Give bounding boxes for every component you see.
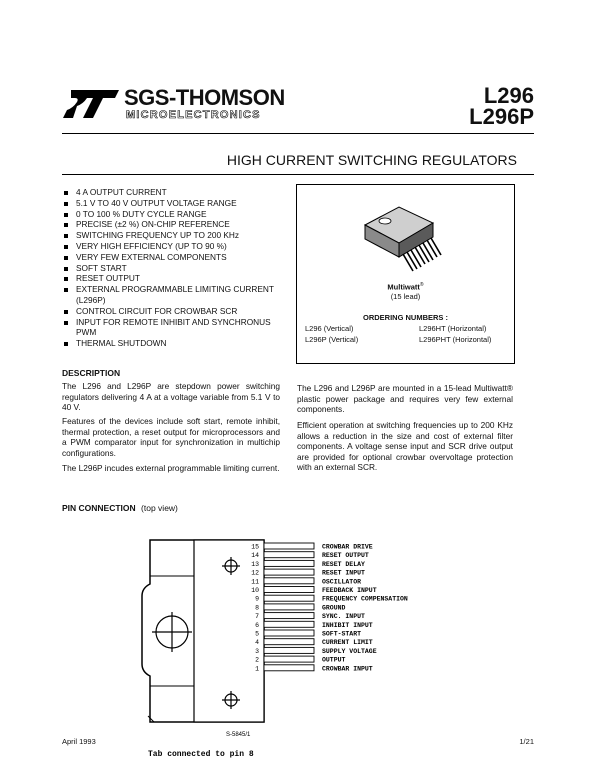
package-box [296,184,515,364]
feature-item: SWITCHING FREQUENCY UP TO 200 KHz [62,230,282,241]
package-name: Multiwatt® [387,282,424,292]
part-number-l296p: L296P [469,104,534,129]
pin-lead [264,630,314,636]
pin-leads [264,543,314,671]
pin-number: 13 [251,560,259,568]
pin-name: RESET DELAY [322,560,365,568]
ordering-title: ORDERING NUMBERS : [362,313,448,322]
description-paragraph: Efficient operation at switching frequencies up to 200 KHz allows a reduction in the size and cost of external filter components. A voltage sense input and SCR drive output are provided for optional crowbar overvoltage protection with an external SCR. [297,420,513,472]
footer-date: April 1993 [62,737,96,746]
pin-name: SOFT-START [322,630,362,638]
pin-name: RESET INPUT [322,569,365,577]
description-paragraph: Features of the devices include soft start, remote inhibit, thermal protection, a reset output for microprocessors and a PWM comparator input for synchronization in multichip configurations. [62,416,280,458]
feature-item: 4 A OUTPUT CURRENT [62,187,282,198]
feature-item: VERY FEW EXTERNAL COMPONENTS [62,252,282,263]
pin-lead [264,647,314,653]
pin-lead [264,621,314,627]
feature-list [62,187,282,349]
multiwatt-package-image [355,197,455,275]
description-heading: DESCRIPTION [62,368,121,378]
pin-name: INHIBIT INPUT [322,621,373,629]
tab-note: Tab connected to pin 8 [148,750,254,759]
pin-name: CROWBAR DRIVE [322,543,373,551]
description-paragraph: The L296P incudes external programmable limiting current. [62,463,280,473]
pin-lead [264,543,314,549]
pin-name: RESET OUTPUT [322,552,369,560]
pin-lead [264,613,314,619]
pin-lead [264,569,314,575]
pin-number: 8 [255,604,259,612]
pin-name: FREQUENCY COMPENSATION [322,595,408,603]
feature-item: THERMAL SHUTDOWN [62,338,282,349]
pin-name: CROWBAR INPUT [322,665,373,673]
pin-connection-heading: PIN CONNECTION (top view) [62,503,178,513]
pin-number: 6 [255,621,259,629]
pin-name: CURRENT LIMIT [322,639,373,647]
feature-item: 5.1 V TO 40 V OUTPUT VOLTAGE RANGE [62,198,282,209]
pin-lead [264,639,314,645]
feature-item: VERY HIGH EFFICIENCY (UP TO 90 %) [62,241,282,252]
drawing-code: S-5845/1 [226,732,251,738]
pin-number: 10 [251,587,259,594]
pin-number: 15 [251,543,259,551]
order-number: L296P (Vertical) [305,335,359,344]
pin-number: 1 [255,665,259,673]
order-number: L296 (Vertical) [305,324,354,333]
description-paragraph: The L296 and L296P are stepdown power switching regulators delivering 4 A at a voltage variable from 5.1 V to 40 V. [62,381,280,412]
package-leads: (15 lead) [390,292,421,301]
pin-number: 3 [255,647,259,655]
pin-lead [264,560,314,566]
pin-number: 14 [251,552,259,560]
brand-name: SGS-THOMSON [124,85,285,110]
pin-name: FEEDBACK INPUT [322,587,377,594]
brand-subtitle: MICROELECTRONICS [126,109,261,121]
order-number: L296HT (Horizontal) [419,324,487,333]
pin-number: 7 [255,613,259,621]
pin-lead [264,552,314,558]
pin-number: 5 [255,630,259,638]
pin-name: OSCILLATOR [322,578,362,586]
st-logo [63,88,121,120]
pin-lead [264,578,314,584]
pin-name: SYNC. INPUT [322,613,365,621]
feature-item: CONTROL CIRCUIT FOR CROWBAR SCR [62,306,282,317]
feature-item: RESET OUTPUT [62,273,282,284]
feature-item: SOFT START [62,263,282,274]
pin-name: SUPPLY VOLTAGE [322,647,377,655]
feature-item: 0 TO 100 % DUTY CYCLE RANGE [62,209,282,220]
feature-item: PRECISE (±2 %) ON-CHIP REFERENCE [62,219,282,230]
pin-lead [264,665,314,671]
pin-name: GROUND [322,604,346,612]
pin-number: 2 [255,656,259,664]
header-rule [62,133,534,134]
pin-number: 11 [251,578,259,586]
feature-item: INPUT FOR REMOTE INHIBIT AND SYNCHRONUS PWM [62,317,282,339]
order-number: L296PHT (Horizontal) [419,335,492,344]
pin-number: 9 [255,595,259,603]
pin-lead [264,595,314,601]
page-title: HIGH CURRENT SWITCHING REGULATORS [226,152,517,168]
feature-item: EXTERNAL PROGRAMMABLE LIMITING CURRENT (L296P) [62,284,282,306]
pin-connection-diagram [140,536,460,768]
description-paragraph: The L296 and L296P are mounted in a 15-lead Multiwatt® plastic power package and requires very few external components. [297,383,513,414]
pin-lead [264,656,314,662]
title-rule [62,174,534,175]
pin-number: 4 [255,639,259,647]
part-number-l296: L296 [483,83,534,108]
pin-name: OUTPUT [322,656,346,664]
pin-number: 12 [251,569,259,577]
pin-lead [264,604,314,610]
pin-lead [264,587,314,593]
footer-page-number: 1/21 [519,737,534,746]
